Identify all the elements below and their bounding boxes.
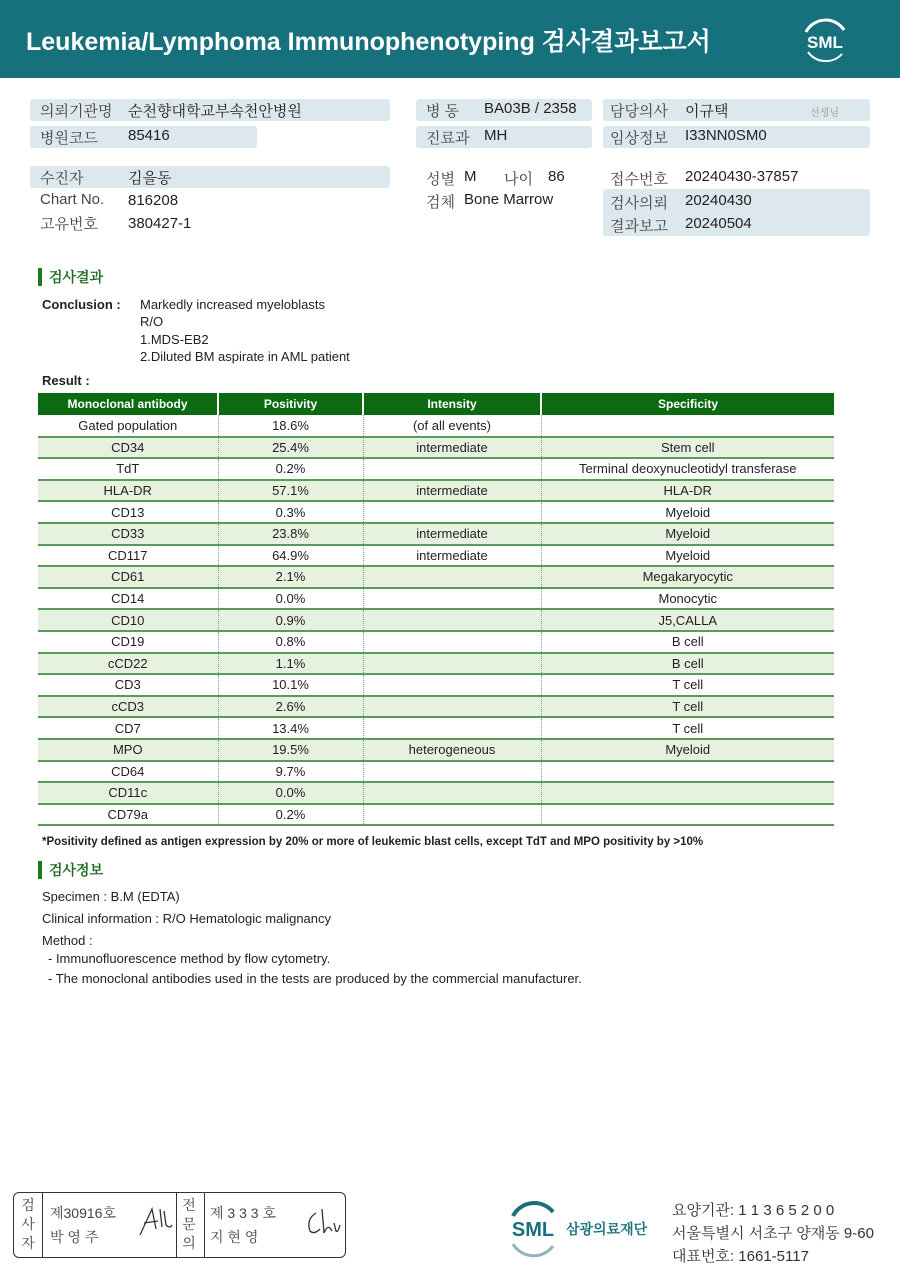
- clinical-value: I33NN0SM0: [685, 127, 767, 144]
- cell-antibody: CD11c: [38, 782, 218, 804]
- cell-positivity: 13.4%: [218, 717, 363, 739]
- chart-value: 816208: [128, 192, 179, 209]
- table-row: [38, 804, 834, 826]
- specimen-value: Bone Marrow: [464, 191, 554, 208]
- conclusion-label: Conclusion :: [42, 297, 121, 312]
- column-header-specificity: Specificity: [541, 393, 834, 415]
- doctor-suffix: 선생님: [810, 108, 839, 119]
- cell-intensity: intermediate: [363, 437, 541, 459]
- request-value: 20240430: [685, 192, 752, 209]
- cell-specificity: Monocytic: [541, 588, 834, 610]
- cell-antibody: MPO: [38, 739, 218, 761]
- cell-antibody: CD64: [38, 761, 218, 783]
- cell-antibody: CD34: [38, 437, 218, 459]
- cell-positivity: 57.1%: [218, 480, 363, 502]
- cell-specificity: [541, 782, 834, 804]
- conclusion-line: 1.MDS-EB2: [140, 332, 209, 347]
- cell-antibody: TdT: [38, 458, 218, 480]
- ward-label: 병 동: [426, 103, 460, 120]
- examiner-label-char: 자: [21, 1235, 35, 1251]
- cell-intensity: [363, 631, 541, 653]
- cell-intensity: [363, 782, 541, 804]
- id-label: 고유번호: [40, 216, 98, 233]
- examiner-label-char: 검: [21, 1197, 35, 1213]
- cell-specificity: Myeloid: [541, 739, 834, 761]
- institution-label: 의뢰기관명: [40, 103, 113, 120]
- cell-intensity: [363, 566, 541, 588]
- cell-specificity: T cell: [541, 674, 834, 696]
- cell-specificity: [541, 415, 834, 437]
- method-label: Method :: [42, 933, 93, 948]
- conclusion-line: 2.Diluted BM aspirate in AML patient: [140, 349, 350, 364]
- table-row: [38, 501, 834, 523]
- cell-positivity: 64.9%: [218, 545, 363, 567]
- table-row: [38, 782, 834, 804]
- cell-antibody: CD61: [38, 566, 218, 588]
- cell-positivity: 9.7%: [218, 761, 363, 783]
- cell-specificity: [541, 804, 834, 826]
- result-label: Result :: [42, 373, 90, 388]
- cell-antibody: CD14: [38, 588, 218, 610]
- dept-value: MH: [484, 127, 508, 144]
- cell-positivity: 18.6%: [218, 415, 363, 437]
- column-header-intensity: Intensity: [363, 393, 541, 415]
- svg-text:SML: SML: [807, 33, 843, 52]
- table-row: [38, 696, 834, 718]
- immunophenotype-table: [38, 393, 834, 826]
- table-row: [38, 653, 834, 675]
- cell-positivity: 2.6%: [218, 696, 363, 718]
- cell-intensity: [363, 761, 541, 783]
- cell-antibody: CD7: [38, 717, 218, 739]
- dept-label: 진료과: [426, 130, 470, 147]
- test-info-section-title: 검사정보: [38, 861, 103, 879]
- cell-positivity: 1.1%: [218, 653, 363, 675]
- cell-intensity: [363, 804, 541, 826]
- receipt-label: 접수번호: [610, 171, 668, 188]
- id-value: 380427-1: [128, 215, 192, 232]
- cell-intensity: [363, 653, 541, 675]
- report-value: 20240504: [685, 215, 752, 232]
- cell-intensity: intermediate: [363, 545, 541, 567]
- cell-positivity: 19.5%: [218, 739, 363, 761]
- signature-box: [13, 1192, 346, 1258]
- cell-antibody: CD19: [38, 631, 218, 653]
- results-section-title: 검사결과: [38, 268, 103, 286]
- sml-footer-logo: [505, 1198, 560, 1265]
- specimen-label: 검체: [426, 194, 455, 211]
- specialist-label-char: 전: [182, 1197, 196, 1213]
- cell-intensity: intermediate: [363, 523, 541, 545]
- receipt-value: 20240430-37857: [685, 168, 799, 185]
- table-row: [38, 458, 834, 480]
- cell-specificity: Megakaryocytic: [541, 566, 834, 588]
- examiner-name: 박 영 주: [50, 1229, 99, 1245]
- cell-intensity: [363, 588, 541, 610]
- cell-antibody: CD79a: [38, 804, 218, 826]
- phone-number: 대표번호: 1661-5117: [672, 1248, 809, 1265]
- cell-specificity: T cell: [541, 717, 834, 739]
- cell-specificity: Myeloid: [541, 545, 834, 567]
- cell-specificity: [541, 761, 834, 783]
- address: 서울특별시 서초구 양재동 9-60: [672, 1225, 874, 1242]
- clinical-info: Clinical information : R/O Hematologic malignancy: [42, 911, 332, 926]
- examiner-number: 제30916호: [50, 1205, 116, 1221]
- specialist-signature: [304, 1205, 342, 1239]
- examiner-signature: [136, 1203, 174, 1239]
- cell-positivity: 0.2%: [218, 458, 363, 480]
- cell-intensity: intermediate: [363, 480, 541, 502]
- column-header-positivity: Positivity: [218, 393, 363, 415]
- cell-intensity: [363, 458, 541, 480]
- cell-positivity: 0.0%: [218, 782, 363, 804]
- cell-positivity: 0.0%: [218, 588, 363, 610]
- table-row: [38, 437, 834, 459]
- table-row: [38, 761, 834, 783]
- cell-positivity: 0.9%: [218, 609, 363, 631]
- specialist-number: 제 3 3 3 호: [210, 1205, 276, 1221]
- specimen-info: Specimen : B.M (EDTA): [42, 889, 180, 904]
- patient-label: 수진자: [40, 170, 84, 187]
- institution-value: 순천향대학교부속천안병원: [128, 103, 302, 120]
- cell-specificity: T cell: [541, 696, 834, 718]
- table-row: [38, 739, 834, 761]
- sex-value: M: [464, 168, 477, 185]
- doctor-value: 이규택: [685, 103, 729, 120]
- conclusion-line: R/O: [140, 314, 164, 329]
- clinical-label: 임상정보: [610, 130, 668, 147]
- cell-intensity: [363, 674, 541, 696]
- method-item: - The monoclonal antibodies used in the tests are produced by the commercial manufacturer.: [48, 971, 582, 986]
- cell-antibody: CD3: [38, 674, 218, 696]
- cell-specificity: Terminal deoxynucleotidyl transferase: [541, 458, 834, 480]
- cell-antibody: cCD3: [38, 696, 218, 718]
- cell-antibody: Gated population: [38, 415, 218, 437]
- cell-specificity: B cell: [541, 653, 834, 675]
- table-row: [38, 609, 834, 631]
- doctor-label: 담당의사: [610, 103, 668, 120]
- cell-positivity: 0.8%: [218, 631, 363, 653]
- cell-specificity: Myeloid: [541, 501, 834, 523]
- institution-code: 요양기관: 1 1 3 6 5 2 0 0: [672, 1202, 835, 1219]
- cell-intensity: (of all events): [363, 415, 541, 437]
- method-item: - Immunofluorescence method by flow cytometry.: [48, 951, 331, 966]
- cell-specificity: J5,CALLA: [541, 609, 834, 631]
- cell-positivity: 2.1%: [218, 566, 363, 588]
- specialist-name: 지 현 영: [210, 1229, 259, 1245]
- table-row: [38, 566, 834, 588]
- sml-logo: [800, 18, 850, 60]
- ward-value: BA03B / 2358: [484, 100, 577, 117]
- cell-antibody: CD117: [38, 545, 218, 567]
- conclusion-line: Markedly increased myeloblasts: [140, 297, 325, 312]
- cell-specificity: Myeloid: [541, 523, 834, 545]
- cell-positivity: 0.2%: [218, 804, 363, 826]
- cell-specificity: Stem cell: [541, 437, 834, 459]
- cell-intensity: [363, 609, 541, 631]
- report-header: [0, 0, 900, 78]
- cell-antibody: CD33: [38, 523, 218, 545]
- table-row: [38, 480, 834, 502]
- patient-value: 김을동: [128, 170, 172, 187]
- table-row: [38, 631, 834, 653]
- table-row: [38, 523, 834, 545]
- specialist-label-char: 의: [182, 1235, 196, 1251]
- chart-label: Chart No.: [40, 191, 105, 208]
- positivity-footnote: *Positivity defined as antigen expression by 20% or more of leukemic blast cells, except TdT and MPO positivity by >10%: [42, 836, 704, 848]
- cell-positivity: 10.1%: [218, 674, 363, 696]
- table-row: [38, 674, 834, 696]
- examiner-label-char: 사: [21, 1216, 35, 1232]
- age-label: 나이: [504, 171, 533, 188]
- cell-intensity: [363, 696, 541, 718]
- request-label: 검사의뢰: [610, 195, 668, 212]
- cell-antibody: CD13: [38, 501, 218, 523]
- report-title: Leukemia/Lymphoma Immunophenotyping 검사결과보고서: [26, 28, 711, 56]
- table-row: [38, 717, 834, 739]
- report-label: 결과보고: [610, 218, 668, 235]
- hospital-code-value: 85416: [128, 127, 170, 144]
- cell-intensity: heterogeneous: [363, 739, 541, 761]
- cell-antibody: CD10: [38, 609, 218, 631]
- cell-positivity: 25.4%: [218, 437, 363, 459]
- cell-specificity: B cell: [541, 631, 834, 653]
- hospital-code-label: 병원코드: [40, 130, 98, 147]
- cell-intensity: [363, 717, 541, 739]
- svg-text:SML: SML: [511, 1219, 555, 1241]
- specialist-label-char: 문: [182, 1216, 196, 1232]
- table-row: [38, 415, 834, 437]
- cell-specificity: HLA-DR: [541, 480, 834, 502]
- cell-antibody: cCD22: [38, 653, 218, 675]
- table-row: [38, 588, 834, 610]
- cell-positivity: 23.8%: [218, 523, 363, 545]
- org-name: 삼광의료재단: [566, 1221, 648, 1237]
- age-value: 86: [548, 168, 565, 185]
- cell-antibody: HLA-DR: [38, 480, 218, 502]
- cell-positivity: 0.3%: [218, 501, 363, 523]
- table-row: [38, 545, 834, 567]
- cell-intensity: [363, 501, 541, 523]
- sex-label: 성별: [426, 171, 455, 188]
- column-header-antibody: Monoclonal antibody: [38, 393, 218, 415]
